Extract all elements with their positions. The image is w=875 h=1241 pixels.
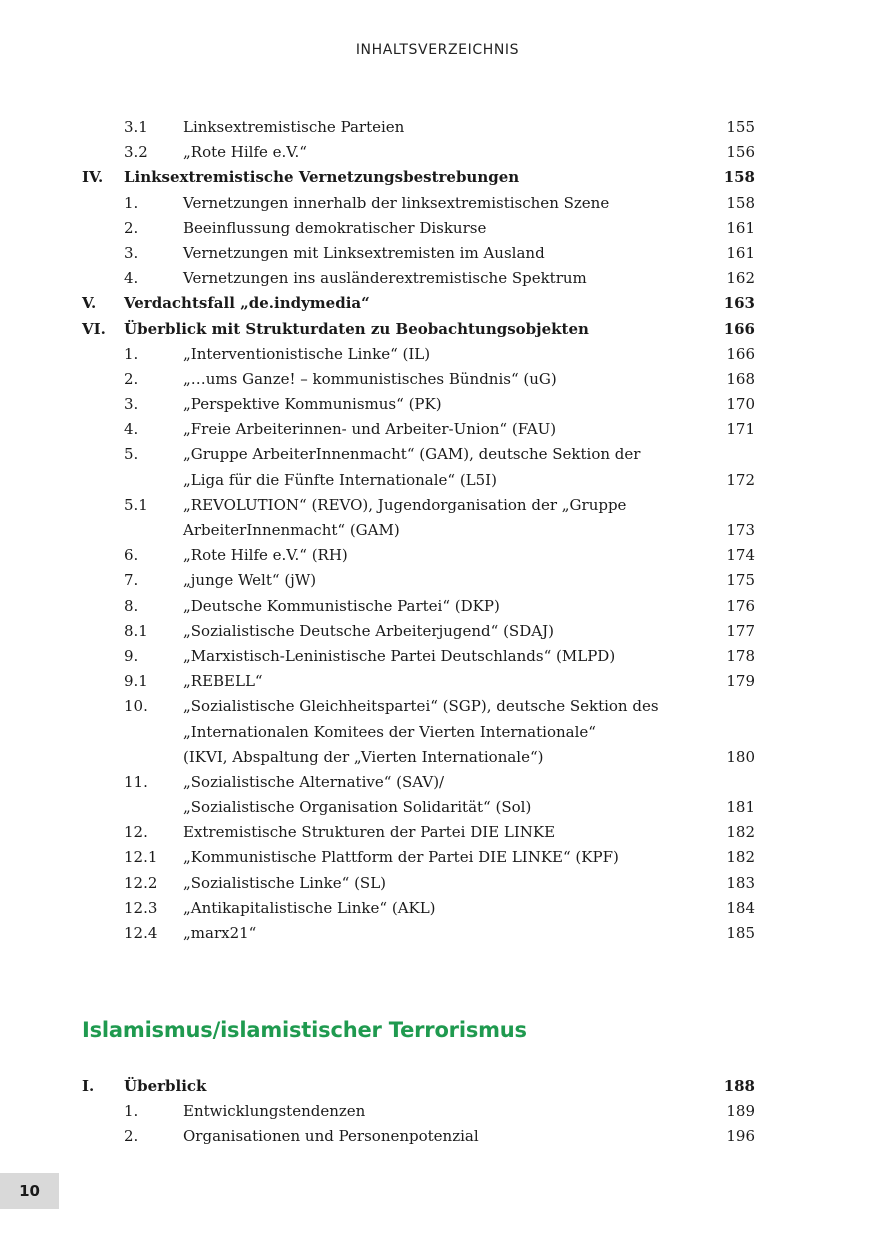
toc-roman-numeral: I. — [82, 1077, 95, 1095]
toc-entry — [0, 896, 875, 921]
toc-page-number: 176 — [726, 596, 755, 615]
toc-page-number: 158 — [726, 193, 755, 212]
toc-list-islamismus — [0, 1074, 875, 1150]
toc-roman-numeral: V. — [82, 294, 97, 313]
toc-entry — [0, 871, 875, 896]
toc-entry-number: 12.3 — [124, 898, 158, 917]
toc-page-number: 161 — [726, 218, 755, 237]
toc-roman-numeral: VI. — [82, 319, 106, 338]
toc-entry-number: 3.2 — [124, 143, 148, 162]
toc-entry — [0, 241, 875, 266]
toc-entry-title: „Gruppe ArbeiterInnenmacht“ (GAM), deutsche Sektion der — [183, 445, 641, 464]
toc-entry-number: 8.1 — [124, 621, 148, 640]
toc-entry-number: 3. — [124, 395, 139, 414]
toc-entry-title: Vernetzungen innerhalb der linksextremistischen Szene — [183, 193, 610, 212]
toc-entry-title: „Antikapitalistische Linke“ (AKL) — [183, 898, 436, 917]
toc-entry — [0, 568, 875, 593]
toc-page-number: 182 — [726, 848, 755, 867]
toc-entry-number: 1. — [124, 193, 139, 212]
toc-entry-number: 1. — [124, 344, 139, 363]
toc-chapter-entry — [0, 291, 875, 316]
toc-page-number: 189 — [726, 1102, 755, 1121]
toc-entry-title: Vernetzungen ins ausländerextremistische Spektrum — [183, 269, 587, 288]
toc-entry-number: 7. — [124, 571, 139, 590]
toc-entry-title: „REBELL“ — [183, 672, 263, 691]
toc-entry-number: 12.1 — [124, 848, 158, 867]
toc-entry — [0, 921, 875, 946]
toc-entry-number: 4. — [124, 269, 139, 288]
page-number: 10 — [0, 1173, 59, 1209]
toc-entry — [0, 619, 875, 644]
toc-page-number: 183 — [726, 873, 755, 892]
toc-entry-title: „Sozialistische Deutsche Arbeiterjugend“ (SDAJ) — [183, 621, 554, 640]
toc-entry — [0, 266, 875, 291]
section-heading: Islamismus/islamistischer Terrorismus — [82, 1018, 527, 1042]
toc-page-number: 188 — [723, 1077, 755, 1095]
toc-entry — [0, 417, 875, 442]
toc-entry-title: „Interventionistische Linke“ (IL) — [183, 344, 431, 363]
toc-entry-number: 12.4 — [124, 924, 158, 942]
toc-page-number: 170 — [726, 395, 755, 414]
toc-page-number: 182 — [726, 823, 755, 842]
toc-entry-title: Überblick — [124, 1077, 207, 1095]
toc-entry-title: Linksextremistische Parteien — [183, 118, 405, 136]
toc-entry-number: 11. — [124, 772, 148, 791]
toc-entry — [0, 1099, 875, 1124]
toc-entry — [0, 820, 875, 845]
toc-entry-title: Überblick mit Strukturdaten zu Beobachtungsobjekten — [124, 319, 589, 338]
toc-page-number: 171 — [726, 420, 755, 439]
toc-entry-number: 5.1 — [124, 495, 148, 514]
toc-page-number: 175 — [726, 571, 755, 590]
toc-page-number: 174 — [726, 546, 755, 565]
toc-entry — [0, 493, 875, 518]
toc-page-number: 179 — [726, 672, 755, 691]
toc-entry-title: Verdachtsfall „de.indymedia“ — [124, 294, 370, 313]
toc-entry-number: 2. — [124, 218, 139, 237]
toc-entry — [0, 594, 875, 619]
toc-entry-title: „Freie Arbeiterinnen- und Arbeiter-Union“ (FAU) — [183, 420, 557, 439]
toc-entry — [0, 468, 875, 493]
toc-entry-title: Vernetzungen mit Linksextremisten im Ausland — [183, 243, 545, 262]
toc-entry-title: „Internationalen Komitees der Vierten Internationale“ — [183, 722, 596, 741]
toc-entry — [0, 342, 875, 367]
toc-entry-title: (IKVI, Abspaltung der „Vierten Internationale“) — [183, 747, 544, 766]
toc-entry-title: „Sozialistische Gleichheitspartei“ (SGP), deutsche Sektion des — [183, 697, 659, 716]
toc-entry — [0, 543, 875, 568]
toc-entry-title: „Perspektive Kommunismus“ (PK) — [183, 395, 442, 414]
toc-entry — [0, 216, 875, 241]
toc-entry — [0, 518, 875, 543]
toc-entry — [0, 795, 875, 820]
toc-entry-number: 4. — [124, 420, 139, 439]
toc-chapter-entry — [0, 317, 875, 342]
toc-entry-number: 9. — [124, 646, 139, 665]
toc-entry-title: „Kommunistische Plattform der Partei DIE LINKE“ (KPF) — [183, 848, 619, 867]
running-header: INHALTSVERZEICHNIS — [355, 42, 520, 58]
toc-entry-title: „Rote Hilfe e.V.“ (RH) — [183, 546, 348, 565]
toc-entry — [0, 745, 875, 770]
toc-entry — [0, 191, 875, 216]
toc-page-number: 172 — [726, 470, 755, 489]
toc-entry-title: „…ums Ganze! – kommunistisches Bündnis“ (uG) — [183, 369, 557, 388]
toc-page-number: 173 — [726, 521, 755, 539]
toc-entry-title: „Deutsche Kommunistische Partei“ (DKP) — [183, 596, 500, 615]
toc-entry — [0, 644, 875, 669]
toc-entry — [0, 140, 875, 165]
toc-chapter-entry — [0, 165, 875, 190]
toc-page-number: 163 — [723, 294, 755, 313]
toc-entry-number: 5. — [124, 445, 139, 464]
toc-entry-number: 9.1 — [124, 672, 148, 691]
toc-page-number: 180 — [726, 747, 755, 766]
toc-entry-number: 10. — [124, 697, 148, 716]
toc-entry-title: „Sozialistische Alternative“ (SAV)/ — [183, 772, 445, 791]
toc-page-number: 185 — [726, 924, 755, 942]
toc-page-number: 161 — [726, 243, 755, 262]
toc-entry-number: 2. — [124, 1127, 139, 1146]
toc-page-number: 177 — [726, 621, 755, 640]
toc-page-number: 184 — [726, 898, 755, 917]
toc-entry-number: 6. — [124, 546, 139, 565]
toc-entry — [0, 720, 875, 745]
toc-entry — [0, 845, 875, 870]
toc-entry-title: Entwicklungstendenzen — [183, 1102, 366, 1121]
toc-entry-title: „junge Welt“ (jW) — [183, 571, 317, 590]
toc-entry — [0, 1124, 875, 1149]
toc-page-number: 166 — [726, 344, 755, 363]
toc-entry — [0, 669, 875, 694]
toc-entry-title: Organisationen und Personenpotenzial — [183, 1127, 479, 1146]
toc-entry — [0, 367, 875, 392]
toc-page-number: 181 — [726, 798, 755, 817]
toc-entry — [0, 694, 875, 719]
toc-page-number: 158 — [723, 168, 755, 187]
toc-entry-title: „Sozialistische Organisation Solidarität“ (Sol) — [183, 798, 532, 817]
toc-entry — [0, 442, 875, 467]
toc-entry-title: „Marxistisch-Leninistische Partei Deutschlands“ (MLPD) — [183, 646, 616, 665]
toc-entry — [0, 770, 875, 795]
toc-entry-number: 1. — [124, 1102, 139, 1121]
toc-page-number: 178 — [726, 646, 755, 665]
toc-entry-number: 3.1 — [124, 118, 148, 136]
toc-page-number: 166 — [723, 319, 755, 338]
toc-list-linksextremismus — [0, 115, 875, 946]
toc-chapter-entry — [0, 1074, 875, 1099]
toc-roman-numeral: IV. — [82, 168, 104, 187]
toc-entry-number: 3. — [124, 243, 139, 262]
toc-page-number: 162 — [726, 269, 755, 288]
toc-entry-title: ArbeiterInnenmacht“ (GAM) — [183, 521, 400, 539]
toc-page-number: 155 — [726, 118, 755, 136]
toc-entry-title: „marx21“ — [183, 924, 257, 942]
toc-entry-title: Beeinflussung demokratischer Diskurse — [183, 218, 487, 237]
toc-page-number: 168 — [726, 369, 755, 388]
toc-page-number: 196 — [726, 1127, 755, 1146]
toc-entry-title: „Sozialistische Linke“ (SL) — [183, 873, 387, 892]
toc-entry-title: „REVOLUTION“ (REVO), Jugendorganisation der „Gruppe — [183, 495, 627, 514]
toc-entry-title: Linksextremistische Vernetzungsbestrebungen — [124, 168, 520, 187]
toc-entry-title: Extremistische Strukturen der Partei DIE LINKE — [183, 823, 556, 842]
toc-entry-number: 8. — [124, 596, 139, 615]
toc-entry — [0, 115, 875, 140]
toc-entry-number: 12. — [124, 823, 148, 842]
toc-entry — [0, 392, 875, 417]
toc-entry-title: „Rote Hilfe e.V.“ — [183, 143, 307, 162]
toc-page-number: 156 — [726, 143, 755, 162]
toc-entry-number: 2. — [124, 369, 139, 388]
toc-entry-title: „Liga für die Fünfte Internationale“ (L5I) — [183, 470, 497, 489]
toc-entry-number: 12.2 — [124, 873, 158, 892]
